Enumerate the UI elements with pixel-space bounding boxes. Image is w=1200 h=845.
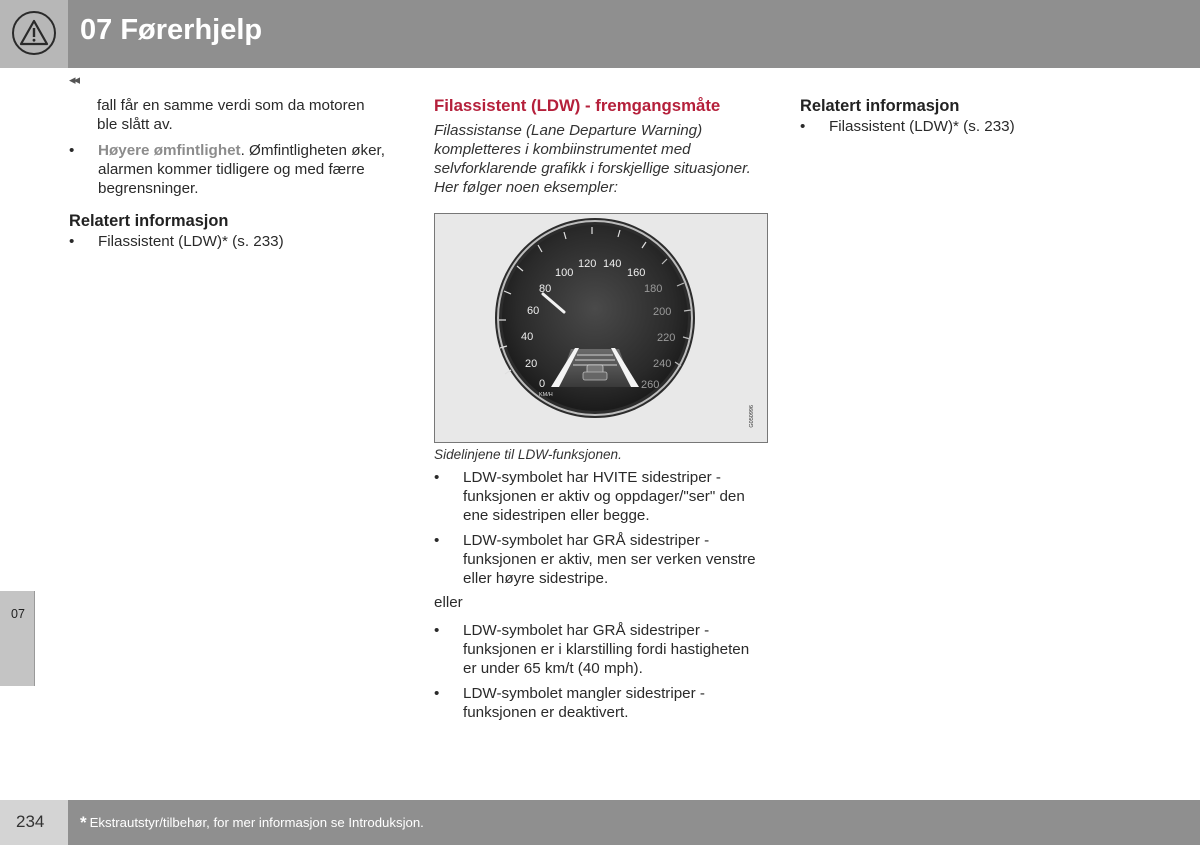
- bullet-text: . Ømfintligheten øker, alarmen kommer tidligere og med færre begrensninger.: [98, 142, 385, 197]
- chapter-title: 07 Førerhjelp: [80, 14, 263, 46]
- gauge-label-240: 240: [653, 358, 672, 370]
- gauge-unit: KM/H: [539, 392, 553, 398]
- bullet-icon: •: [434, 685, 440, 702]
- previous-page-arrows-icon[interactable]: ◂◂: [69, 72, 79, 87]
- continued-paragraph: fall får en samme verdi som da motoren ble slått av.: [97, 97, 365, 133]
- or-text: eller: [434, 594, 463, 611]
- chapter-side-tab[interactable]: [0, 591, 35, 686]
- list-item: [434, 621, 764, 678]
- list-item-text: LDW-symbolet har GRÅ sidestriper - funksjonen er aktiv, men ser verken venstre eller høyre sidestripe.: [463, 532, 756, 587]
- intro-paragraph: Filassistanse (Lane Departure Warning) kompletteres i kombiinstrumentet med selvforklarende grafikk i forskjellige situasjoner. Her følger noen eksempler:: [434, 122, 751, 196]
- list-item: [69, 141, 389, 198]
- related-link-item[interactable]: [800, 117, 1060, 136]
- column-middle: [434, 96, 769, 197]
- gauge-label-100: 100: [555, 267, 574, 279]
- column-right: [800, 96, 1060, 136]
- header-icon-area: [0, 0, 68, 68]
- gauge-label-180: 180: [644, 283, 663, 295]
- bullet-icon: •: [69, 142, 75, 159]
- gauge-label-80: 80: [539, 283, 552, 295]
- gauge-label-60: 60: [527, 305, 540, 317]
- gauge-label-160: 160: [627, 267, 646, 279]
- related-info-heading: Relatert informasjon: [800, 97, 960, 115]
- gauge-label-40: 40: [521, 331, 534, 343]
- page-number: 234: [16, 812, 45, 831]
- related-link-item[interactable]: [69, 232, 389, 251]
- footer-note-text: Ekstrautstyr/tilbehør, for mer informasjon se Introduksjon.: [89, 815, 424, 830]
- footer-bar: [68, 800, 1200, 845]
- list-item: [434, 531, 764, 588]
- speedometer-figure: [434, 213, 768, 443]
- footer-note: [80, 813, 424, 833]
- bullet-icon: •: [434, 532, 440, 549]
- gauge-label-200: 200: [653, 306, 672, 318]
- ldw-states-list: [434, 468, 764, 728]
- bullet-icon: •: [434, 622, 440, 639]
- list-item-text: LDW-symbolet mangler sidestriper - funksjonen er deaktivert.: [463, 685, 705, 721]
- figure-code: G050996: [749, 405, 755, 428]
- related-link[interactable]: Filassistent (LDW)* (s. 233): [829, 118, 1015, 135]
- gauge-label-260: 260: [641, 379, 660, 391]
- section-heading: Filassistent (LDW) - fremgangsmåte: [434, 96, 721, 115]
- warning-triangle-icon: [12, 11, 56, 55]
- gauge-label-120: 120: [578, 258, 597, 270]
- list-item: [434, 684, 764, 722]
- bullet-icon: •: [69, 233, 75, 250]
- column-left: [69, 96, 389, 251]
- page-number-box: [0, 800, 68, 845]
- gauge-label-20: 20: [525, 358, 538, 370]
- asterisk-mark: *: [80, 813, 87, 832]
- bullet-icon: •: [800, 118, 806, 135]
- list-item-text: LDW-symbolet har HVITE sidestriper - funksjonen er aktiv og oppdager/"ser" den ene sidestripen eller begge.: [463, 469, 745, 524]
- figure-caption: Sidelinjene til LDW-funksjonen.: [434, 447, 622, 462]
- highlight-term: Høyere ømfintlighet: [98, 142, 241, 159]
- speedometer-gauge: [435, 214, 767, 442]
- gauge-label-140: 140: [603, 258, 622, 270]
- bullet-icon: •: [434, 469, 440, 486]
- related-info-heading: Relatert informasjon: [69, 212, 229, 230]
- related-link[interactable]: Filassistent (LDW)* (s. 233): [98, 233, 284, 250]
- side-tab-label: 07: [11, 607, 25, 621]
- gauge-label-0: 0: [539, 378, 546, 390]
- list-item: [434, 468, 764, 525]
- list-item-text: LDW-symbolet har GRÅ sidestriper - funksjonen er i klarstilling fordi hastigheten er under 65 km/t (40 mph).: [463, 622, 750, 677]
- gauge-label-220: 220: [657, 332, 676, 344]
